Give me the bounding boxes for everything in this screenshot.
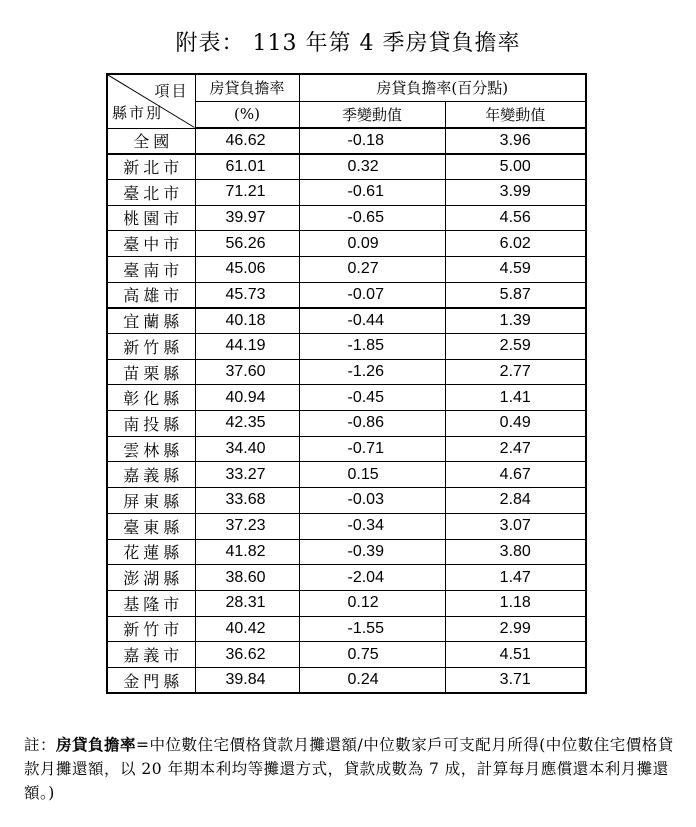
table-row <box>107 462 586 488</box>
table-row <box>107 642 586 668</box>
region-name-cell: 臺南市 <box>107 256 195 282</box>
quarter-change-cell: -1.85 <box>299 334 445 360</box>
corner-item-label: 項目 <box>154 82 189 100</box>
page-title: 附表： 113 年第 4 季房貸負擔率 <box>175 31 521 56</box>
region-name-cell: 高雄市 <box>107 282 195 308</box>
region-name-cell: 臺中市 <box>107 231 195 257</box>
footnote-text: =中位數住宅價格貸款月攤還額/中位數家戶可支配月所得(中位數住宅價格貸款月攤還額，以 20 年期本利均等攤還方式，貸款成數為 7 成，計算每月應償還本利月攤還額。) <box>24 736 674 802</box>
rate-cell: 40.18 <box>195 308 299 334</box>
quarter-change-cell: -0.61 <box>299 179 445 205</box>
year-change-cell: 3.80 <box>445 539 586 565</box>
table-row <box>107 616 586 642</box>
year-change-cell: 3.07 <box>445 513 586 539</box>
region-name-cell: 苗栗縣 <box>107 359 195 385</box>
table-row <box>107 205 586 231</box>
quarter-change-cell: 0.09 <box>299 231 445 257</box>
year-change-cell: 2.47 <box>445 436 586 462</box>
rate-cell: 33.27 <box>195 462 299 488</box>
year-change-cell: 5.00 <box>445 154 586 180</box>
footnote-label: 註： <box>24 736 57 754</box>
quarter-change-cell: 0.24 <box>299 667 445 693</box>
quarter-change-cell: -0.44 <box>299 308 445 334</box>
change-group-header: 房貸負擔率(百分點) <box>299 74 586 101</box>
region-name-cell: 金門縣 <box>107 667 195 693</box>
table-row <box>107 667 586 693</box>
year-change-cell: 4.59 <box>445 256 586 282</box>
quarter-change-cell: -2.04 <box>299 565 445 591</box>
year-change-cell: 5.87 <box>445 282 586 308</box>
table-row <box>107 334 586 360</box>
rate-cell: 34.40 <box>195 436 299 462</box>
region-name-cell: 嘉義市 <box>107 642 195 668</box>
quarter-change-cell: -0.86 <box>299 411 445 437</box>
quarter-change-cell: -0.18 <box>299 128 445 154</box>
housing-burden-table <box>106 73 587 694</box>
year-change-cell: 6.02 <box>445 231 586 257</box>
table-row <box>107 565 586 591</box>
quarter-change-cell: -0.03 <box>299 488 445 514</box>
rate-cell: 42.35 <box>195 411 299 437</box>
table-row <box>107 308 586 334</box>
rate-cell: 46.62 <box>195 128 299 154</box>
quarter-change-cell: 0.15 <box>299 462 445 488</box>
year-change-cell: 4.56 <box>445 205 586 231</box>
rate-cell: 40.94 <box>195 385 299 411</box>
year-change-cell: 0.49 <box>445 411 586 437</box>
region-name-cell: 全國 <box>107 128 195 154</box>
year-change-cell: 2.59 <box>445 334 586 360</box>
rate-unit-header: (%) <box>195 101 299 128</box>
region-name-cell: 新北市 <box>107 154 195 180</box>
table-row <box>107 436 586 462</box>
rate-cell: 28.31 <box>195 590 299 616</box>
table-row <box>107 488 586 514</box>
rate-cell: 61.01 <box>195 154 299 180</box>
region-name-cell: 基隆市 <box>107 590 195 616</box>
quarter-change-cell: 0.27 <box>299 256 445 282</box>
region-name-cell: 嘉義縣 <box>107 462 195 488</box>
year-change-cell: 2.77 <box>445 359 586 385</box>
rate-cell: 36.62 <box>195 642 299 668</box>
table-row <box>107 256 586 282</box>
quarter-change-cell: -1.55 <box>299 616 445 642</box>
table-row <box>107 590 586 616</box>
region-name-cell: 宜蘭縣 <box>107 308 195 334</box>
rate-cell: 37.23 <box>195 513 299 539</box>
table-body <box>107 128 586 693</box>
table-row <box>107 154 586 180</box>
footnote-term: 房貸負擔率 <box>56 735 137 754</box>
quarter-change-cell: 0.75 <box>299 642 445 668</box>
year-change-cell: 3.96 <box>445 128 586 154</box>
rate-cell: 38.60 <box>195 565 299 591</box>
region-name-cell: 花蓮縣 <box>107 539 195 565</box>
quarter-change-cell: -0.71 <box>299 436 445 462</box>
rate-cell: 45.06 <box>195 256 299 282</box>
quarter-change-header: 季變動值 <box>299 101 445 128</box>
table-row <box>107 359 586 385</box>
region-name-cell: 臺東縣 <box>107 513 195 539</box>
table-row <box>107 539 586 565</box>
region-name-cell: 南投縣 <box>107 411 195 437</box>
year-change-cell: 1.47 <box>445 565 586 591</box>
year-change-cell: 2.99 <box>445 616 586 642</box>
year-change-cell: 3.99 <box>445 179 586 205</box>
table-row <box>107 513 586 539</box>
year-change-cell: 4.67 <box>445 462 586 488</box>
year-change-header: 年變動值 <box>445 101 586 128</box>
table-row <box>107 282 586 308</box>
corner-header <box>107 74 195 128</box>
rate-cell: 56.26 <box>195 231 299 257</box>
region-name-cell: 臺北市 <box>107 179 195 205</box>
quarter-change-cell: 0.32 <box>299 154 445 180</box>
rate-cell: 39.84 <box>195 667 299 693</box>
table-row <box>107 128 586 154</box>
rate-cell: 44.19 <box>195 334 299 360</box>
rate-cell: 45.73 <box>195 282 299 308</box>
region-name-cell: 雲林縣 <box>107 436 195 462</box>
corner-region-label: 縣市別 <box>112 103 164 122</box>
quarter-change-cell: -0.07 <box>299 282 445 308</box>
region-name-cell: 新竹縣 <box>107 334 195 360</box>
quarter-change-cell: -0.34 <box>299 513 445 539</box>
year-change-cell: 2.84 <box>445 488 586 514</box>
quarter-change-cell: -0.45 <box>299 385 445 411</box>
table-row <box>107 411 586 437</box>
year-change-cell: 1.41 <box>445 385 586 411</box>
rate-cell: 71.21 <box>195 179 299 205</box>
year-change-cell: 3.71 <box>445 667 586 693</box>
region-name-cell: 新竹市 <box>107 616 195 642</box>
footnote <box>24 733 674 805</box>
quarter-change-cell: -0.65 <box>299 205 445 231</box>
quarter-change-cell: -0.39 <box>299 539 445 565</box>
rate-cell: 33.68 <box>195 488 299 514</box>
region-name-cell: 桃園市 <box>107 205 195 231</box>
quarter-change-cell: -1.26 <box>299 359 445 385</box>
rate-cell: 37.60 <box>195 359 299 385</box>
year-change-cell: 4.51 <box>445 642 586 668</box>
table-row <box>107 179 586 205</box>
table-row <box>107 231 586 257</box>
rate-header: 房貸負擔率 <box>195 74 299 101</box>
rate-cell: 40.42 <box>195 616 299 642</box>
rate-cell: 39.97 <box>195 205 299 231</box>
region-name-cell: 澎湖縣 <box>107 565 195 591</box>
region-name-cell: 彰化縣 <box>107 385 195 411</box>
table-row <box>107 385 586 411</box>
quarter-change-cell: 0.12 <box>299 590 445 616</box>
region-name-cell: 屏東縣 <box>107 488 195 514</box>
year-change-cell: 1.39 <box>445 308 586 334</box>
year-change-cell: 1.18 <box>445 590 586 616</box>
rate-cell: 41.82 <box>195 539 299 565</box>
